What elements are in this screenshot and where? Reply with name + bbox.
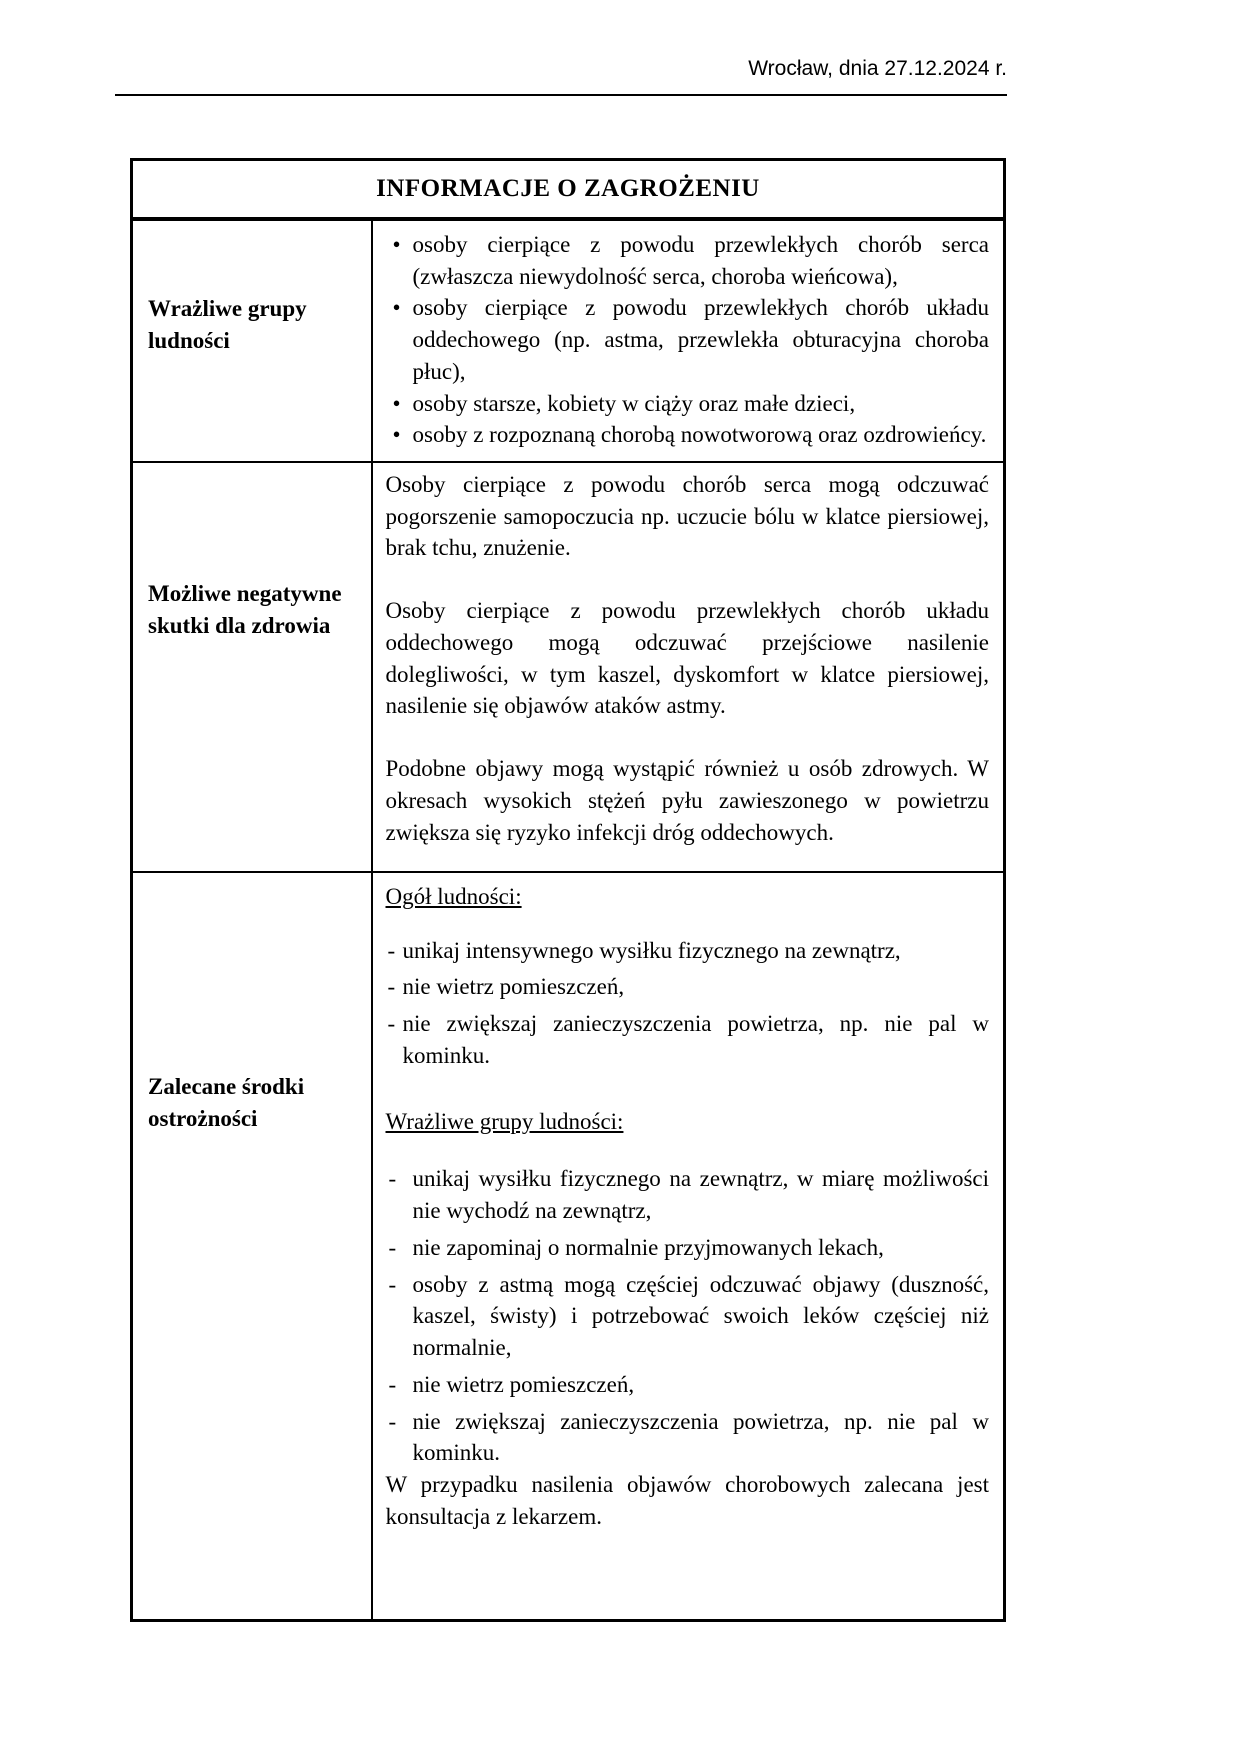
table-row <box>132 872 1005 1621</box>
list-item: • osoby cierpiące z powodu przewlekłych chorób serca (zwłaszcza niewydolność serca, choroba wieńcowa), <box>386 229 990 292</box>
table-row <box>132 462 1005 872</box>
hazard-info-table <box>130 158 1006 1622</box>
paragraph: Osoby cierpiące z powodu chorób serca mogą odczuwać pogorszenie samopoczucia np. uczucie bólu w klatce piersiowej, brak tchu, znużenie. <box>385 472 989 561</box>
section-heading-sensitive-groups: Wrażliwe grupy ludności: <box>385 1108 624 1134</box>
list-item: - unikaj intensywnego wysiłku fizycznego na zewnątrz, <box>386 935 990 967</box>
list-item: - osoby z astmą mogą częściej odczuwać objawy (duszność, kaszel, świsty) i potrzebować swoich leków częściej niż normalnie, <box>386 1269 990 1364</box>
header-rule <box>115 94 1007 96</box>
document-date: Wrocław, dnia 27.12.2024 r. <box>748 57 1007 80</box>
list-item: - nie zwiększaj zanieczyszczenia powietrza, np. nie pal w kominku. <box>386 1008 990 1071</box>
general-population-list <box>386 935 990 1072</box>
list-item: • osoby starsze, kobiety w ciąży oraz małe dzieci, <box>386 388 990 420</box>
list-item: - unikaj wysiłku fizycznego na zewnątrz, w miarę możliwości nie wychodź na zewnątrz, <box>386 1163 990 1226</box>
table-title: INFORMACJE O ZAGROŻENIU <box>132 160 1005 220</box>
table-title-row <box>132 160 1005 220</box>
row-label-health-effects: Możliwe negatywne skutki dla zdrowia <box>132 462 372 872</box>
paragraph: Podobne objawy mogą wystąpić również u osób zdrowych. W okresach wysokich stężeń pyłu zawieszonego w powietrzu zwiększa się ryzyko infekcji dróg oddechowych. <box>385 756 989 845</box>
list-item: • osoby z rozpoznaną chorobą nowotworową oraz ozdrowieńcy. <box>386 419 990 451</box>
sensitive-groups-content <box>372 219 1005 462</box>
paragraph: Osoby cierpiące z powodu przewlekłych chorób układu oddechowego mogą odczuwać przejściowe nasilenie dolegliwości, w tym kaszel, dyskomfort w klatce piersiowej, nasilenie się objawów ataków astmy. <box>385 598 989 719</box>
list-item: - nie zwiększaj zanieczyszczenia powietrza, np. nie pal w kominku. <box>386 1406 990 1469</box>
list-item: - nie wietrz pomieszczeń, <box>386 971 990 1003</box>
list-item: • osoby cierpiące z powodu przewlekłych chorób układu oddechowego (np. astma, przewlekła obturacyjna choroba płuc), <box>386 292 990 387</box>
row-label-precautions: Zalecane środki ostrożności <box>132 872 372 1621</box>
table-row <box>132 219 1005 462</box>
sensitive-groups-list <box>386 229 990 451</box>
list-item: - nie wietrz pomieszczeń, <box>386 1369 990 1401</box>
sensitive-groups-advice-list <box>386 1163 990 1469</box>
health-effects-content <box>372 462 1005 872</box>
doctor-consultation-note: W przypadku nasilenia objawów chorobowych zalecana jest konsultacja z lekarzem. <box>385 1472 989 1529</box>
list-item: - nie zapominaj o normalnie przyjmowanych lekach, <box>386 1232 990 1264</box>
precautions-content <box>372 872 1005 1621</box>
row-label-sensitive-groups: Wrażliwe grupy ludności <box>132 219 372 462</box>
section-heading-general-population: Ogół ludności: <box>385 884 522 909</box>
